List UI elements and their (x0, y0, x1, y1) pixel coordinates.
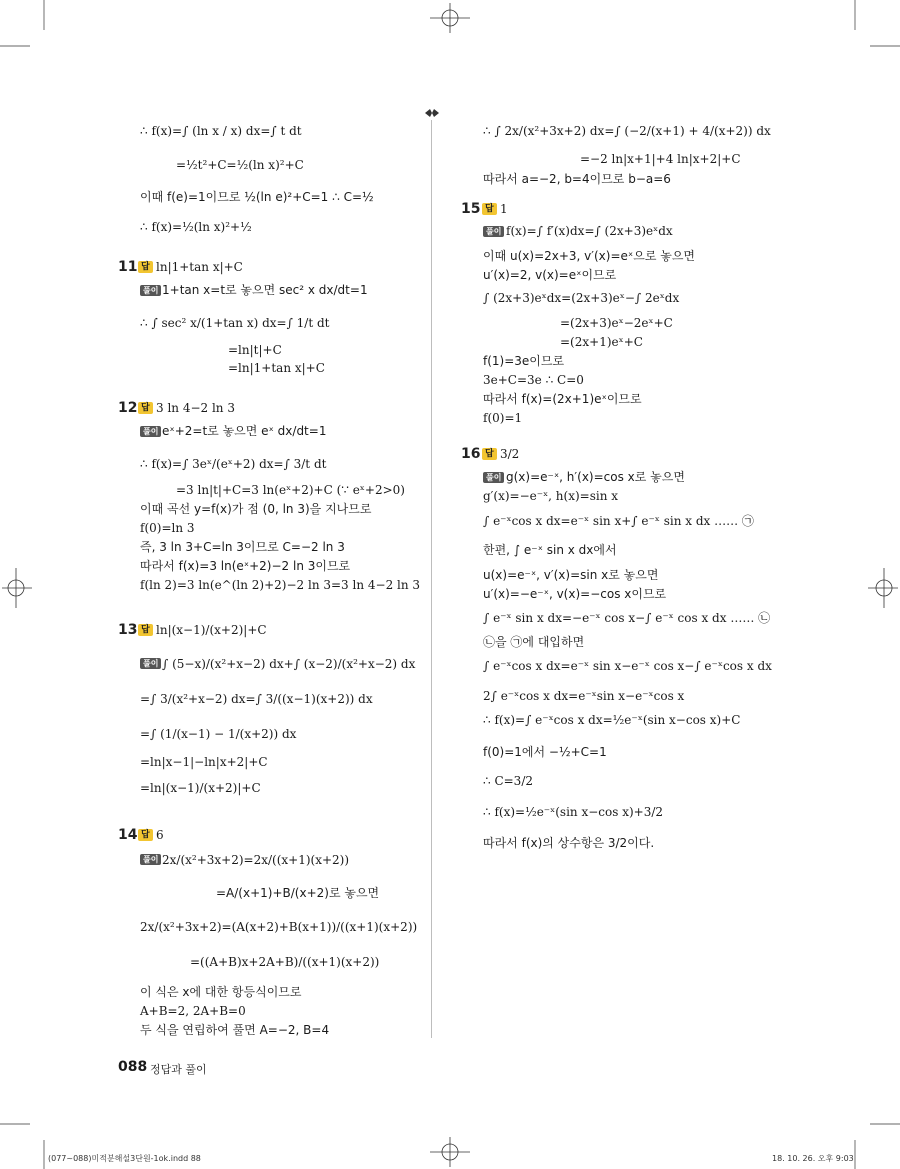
answer-tag: 답 (482, 203, 497, 215)
text-line: u′(x)=−e⁻ˣ, v(x)=−cos x이므로 (483, 587, 667, 601)
text-line: ∫ e⁻ˣ sin x dx=−e⁻ˣ cos x−∫ e⁻ˣ cos x dx …… ㉡ (483, 611, 771, 625)
text-line: =ln|x−1|−ln|x+2|+C (140, 755, 268, 769)
text-line: 2x/(x²+3x+2)=2x/((x+1)(x+2)) (162, 853, 350, 867)
text-line: ∫ (5−x)/(x²+x−2) dx+∫ (x−2)/(x²+x−2) dx (162, 657, 416, 671)
text-line: ∴ ∫ sec² x/(1+tan x) dx=∫ 1/t dt (140, 316, 330, 330)
text-line: =∫ 3/(x²+x−2) dx=∫ 3/((x−1)(x+2)) dx (140, 692, 373, 706)
answer-value: 1 (500, 202, 508, 216)
problem-number: 15 (461, 201, 481, 217)
text-line: A+B=2, 2A+B=0 (140, 1004, 246, 1018)
text-line: f(0)=1에서 −½+C=1 (483, 745, 607, 759)
answer-tag: 답 (138, 402, 153, 414)
text-line: ㉡을 ㉠에 대입하면 (483, 635, 585, 649)
text-line: =½t²+C=½(ln x)²+C (176, 158, 304, 172)
text-line: ∫ (2x+3)eˣdx=(2x+3)eˣ−∫ 2eˣdx (483, 291, 680, 305)
text-line: 2∫ e⁻ˣcos x dx=e⁻ˣsin x−e⁻ˣcos x (483, 689, 685, 703)
text-line: ∫ e⁻ˣcos x dx=e⁻ˣ sin x+∫ e⁻ˣ sin x dx …… ㉠ (483, 514, 754, 528)
text-line: =ln|t|+C (228, 343, 282, 357)
text-line: ∴ f(x)=∫ e⁻ˣcos x dx=½e⁻ˣ(sin x−cos x)+C (483, 713, 741, 727)
text-line: u(x)=e⁻ˣ, v′(x)=sin x로 놓으면 (483, 568, 659, 582)
text-line: u′(x)=2, v(x)=eˣ이므로 (483, 268, 617, 282)
problem-number: 16 (461, 446, 481, 462)
answer-tag: 답 (138, 261, 153, 273)
answer-tag: 답 (138, 624, 153, 636)
text-line: eˣ+2=t로 놓으면 eˣ dx/dt=1 (162, 424, 327, 438)
print-file-info: (077~088)미적분해설3단원-1ok.indd 88 (48, 1154, 201, 1163)
answer-value: ln|1+tan x|+C (156, 260, 243, 274)
text-line: 이때 f(e)=1이므로 ½(ln e)²+C=1 ∴ C=½ (140, 190, 374, 204)
text-line: 3e+C=3e ∴ C=0 (483, 373, 584, 387)
solution-tag: 풀이 (140, 426, 161, 437)
print-timestamp: 18. 10. 26. 오후 9:03 (772, 1154, 854, 1163)
text-line: 두 식을 연립하여 풀면 A=−2, B=4 (140, 1023, 330, 1037)
solution-tag: 풀이 (140, 658, 161, 669)
text-line: =(2x+1)eˣ+C (560, 335, 643, 349)
text-line: f(1)=3e이므로 (483, 354, 565, 368)
problem-number: 12 (118, 400, 138, 416)
text-line: =ln|(x−1)/(x+2)|+C (140, 781, 261, 795)
text-line: g(x)=e⁻ˣ, h′(x)=cos x로 놓으면 (506, 470, 685, 484)
text-line: ∴ f(x)=½e⁻ˣ(sin x−cos x)+3/2 (483, 805, 664, 819)
text-line: =((A+B)x+2A+B)/((x+1)(x+2)) (190, 955, 380, 969)
text-line: f(x)=∫ f′(x)dx=∫ (2x+3)eˣdx (506, 224, 673, 238)
answer-tag: 답 (138, 829, 153, 841)
text-line: ∴ ∫ 2x/(x²+3x+2) dx=∫ (−2/(x+1) + 4/(x+2)) dx (483, 124, 771, 138)
solution-tag: 풀이 (483, 472, 504, 483)
text-line: 1+tan x=t로 놓으면 sec² x dx/dt=1 (162, 283, 368, 297)
answer-value: 6 (156, 828, 164, 842)
problem-number: 11 (118, 259, 138, 275)
text-line: 이 식은 x에 대한 항등식이므로 (140, 985, 302, 999)
text-line: ∫ e⁻ˣcos x dx=e⁻ˣ sin x−e⁻ˣ cos x−∫ e⁻ˣcos x dx (483, 659, 772, 673)
column-ornament-icon (424, 108, 440, 118)
text-line: f(ln 2)=3 ln(e^(ln 2)+2)−2 ln 3=3 ln 4−2 ln 3 (140, 578, 421, 592)
text-line: f(0)=1 (483, 411, 523, 425)
answer-value: 3/2 (500, 447, 520, 461)
answer-value: 3 ln 4−2 ln 3 (156, 401, 235, 415)
text-line: ∴ C=3/2 (483, 774, 533, 788)
text-line: f(0)=ln 3 (140, 521, 195, 535)
text-line: g′(x)=−e⁻ˣ, h(x)=sin x (483, 489, 619, 503)
text-line: =(2x+3)eˣ−2eˣ+C (560, 316, 673, 330)
text-line: =3 ln|t|+C=3 ln(eˣ+2)+C (∵ eˣ+2>0) (176, 483, 405, 497)
text-line: 이때 곡선 y=f(x)가 점 (0, ln 3)을 지나므로 (140, 502, 372, 516)
solution-tag: 풀이 (140, 854, 161, 865)
text-line: ∴ f(x)=∫ (ln x / x) dx=∫ t dt (140, 124, 302, 138)
answer-tag: 답 (482, 448, 497, 460)
solution-tag: 풀이 (483, 226, 504, 237)
text-line: 2x/(x²+3x+2)=(A(x+2)+B(x+1))/((x+1)(x+2)) (140, 920, 418, 934)
text-line: 한편, ∫ e⁻ˣ sin x dx에서 (483, 543, 617, 557)
text-line: 따라서 f(x)=3 ln(eˣ+2)−2 ln 3이므로 (140, 559, 351, 573)
text-line: =A/(x+1)+B/(x+2)로 놓으면 (216, 886, 380, 900)
column-divider (431, 120, 432, 1038)
problem-number: 14 (118, 827, 138, 843)
footer-label: 정답과 풀이 (150, 1063, 207, 1076)
text-line: 따라서 a=−2, b=4이므로 b−a=6 (483, 172, 671, 186)
text-line: =−2 ln|x+1|+4 ln|x+2|+C (580, 152, 741, 166)
text-line: 즉, 3 ln 3+C=ln 3이므로 C=−2 ln 3 (140, 540, 345, 554)
text-line: 이때 u(x)=2x+3, v′(x)=eˣ으로 놓으면 (483, 249, 696, 263)
page-number: 088 (118, 1059, 148, 1075)
text-line: =∫ (1/(x−1) − 1/(x+2)) dx (140, 727, 297, 741)
text-line: =ln|1+tan x|+C (228, 361, 325, 375)
answer-value: ln|(x−1)/(x+2)|+C (156, 623, 267, 637)
text-line: 따라서 f(x)=(2x+1)eˣ이므로 (483, 392, 642, 406)
text-line: ∴ f(x)=½(ln x)²+½ (140, 220, 252, 234)
text-line: 따라서 f(x)의 상수항은 3/2이다. (483, 836, 655, 850)
problem-number: 13 (118, 622, 138, 638)
text-line: ∴ f(x)=∫ 3eˣ/(eˣ+2) dx=∫ 3/t dt (140, 457, 327, 471)
solution-tag: 풀이 (140, 285, 161, 296)
